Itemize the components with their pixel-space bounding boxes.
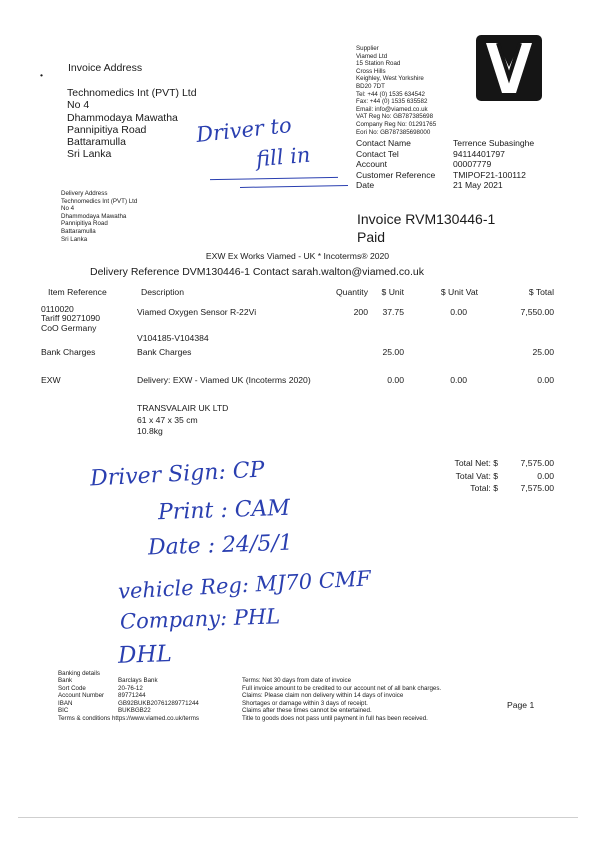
table-row-total: 7,550.00	[520, 307, 554, 317]
invoice-address-line: Pannipitiya Road	[67, 123, 147, 136]
supplier-line: Keighley, West Yorkshire	[356, 75, 424, 83]
totals-label: Total: $	[470, 483, 498, 493]
terms-line: Full invoice amount to be credited to our account net of all bank charges.	[242, 684, 442, 692]
table-row-description: Bank Charges	[137, 347, 192, 357]
handwritten-dhl: DHL	[117, 641, 173, 669]
col-header-item-reference: Item Reference	[48, 287, 107, 297]
table-row-ref: EXW	[41, 375, 61, 385]
totals-value: 7,575.00	[520, 483, 554, 493]
totals-value: 7,575.00	[520, 458, 554, 468]
table-row-unit: 25.00	[382, 347, 404, 357]
totals-row	[420, 482, 554, 495]
scan-edge-divider	[18, 817, 578, 818]
supplier-line: Eori No: GB787385698000	[356, 128, 431, 136]
handwritten-driver-note: fill in	[255, 142, 312, 172]
terms-line: Claims after these times cannot be entertained.	[242, 707, 372, 715]
col-header-description: Description	[141, 287, 184, 297]
banking-values	[118, 677, 199, 715]
delivery-address-line: Technomedics Int (PVT) Ltd	[61, 197, 138, 205]
table-row-unit-vat: 0.00	[450, 375, 467, 385]
table-row-unit-vat: 0.00	[450, 307, 467, 317]
supplier-block	[356, 45, 436, 136]
bullet-mark: •	[40, 70, 44, 80]
handwritten-vehicle-reg: vehicle Reg: MJ70 CMF	[117, 566, 372, 604]
supplier-line: Tel: +44 (0) 1535 634542	[356, 90, 425, 98]
contact-block	[356, 138, 546, 191]
supplier-line: VAT Reg No: GB787385698	[356, 113, 434, 121]
invoice-address-line: Technomedics Int (PVT) Ltd	[67, 87, 197, 99]
viamed-logo-mark-icon	[476, 35, 542, 101]
terms-line: Claims: Please claim non delivery within 14 days of invoice	[242, 692, 404, 700]
supplier-line: 15 Station Road	[356, 60, 401, 68]
banking-value: Barclays Bank	[118, 677, 158, 684]
handwritten-underline	[240, 185, 348, 188]
viamed-logo	[476, 35, 542, 101]
delivery-address-line: Battaramulla	[61, 227, 96, 235]
terms-line: Terms: Net 30 days from date of invoice	[242, 677, 352, 684]
contact-row	[356, 170, 546, 181]
supplier-line: Fax: +44 (0) 1535 635582	[356, 98, 428, 106]
table-row-description: Viamed Oxygen Sensor R-22Vi	[137, 307, 257, 317]
table-row-description: Delivery: EXW - Viamed UK (Incoterms 2020)	[137, 375, 311, 385]
totals-row	[420, 470, 554, 483]
delivery-address-line: Pannipitiya Road	[61, 220, 108, 228]
totals-block	[420, 457, 554, 495]
handwritten-driver-note: Driver to	[195, 113, 293, 147]
handwritten-company: Company: PHL	[119, 604, 281, 634]
contact-label: Account	[356, 159, 388, 170]
banking-value: GB92BUKB20761289771244	[118, 699, 199, 707]
item-origin: CoO Germany	[41, 322, 97, 333]
terms-line: Title to goods does not pass until payment in full has been received.	[242, 714, 428, 722]
delivery-address-line: Delivery Address	[61, 190, 108, 197]
supplier-line: Viamed Ltd	[356, 52, 388, 60]
table-row-unit: 0.00	[387, 375, 404, 385]
item-tariff: Tariff 90271090	[41, 313, 101, 324]
contact-value: TMIPOF21-100112	[453, 169, 526, 180]
contact-value: Terrence Subasinghe	[453, 138, 535, 148]
banking-label: Account Number	[58, 692, 105, 700]
delivery-reference: Delivery Reference DVM130446-1 Contact sarah.walton@viamed.co.uk	[90, 266, 424, 278]
banking-value: 20-76-12	[118, 684, 143, 692]
contact-value: 94114401797	[453, 148, 505, 159]
supplier-line: BD20 7DT	[356, 82, 385, 90]
item-serial-range: V104185-V104384	[137, 333, 209, 343]
col-header-quantity: Quantity	[335, 287, 368, 297]
contact-row	[356, 180, 546, 191]
handwritten-driver-sign: Driver Sign: CP	[89, 457, 266, 492]
banking-heading: Banking details	[58, 670, 100, 677]
supplier-line: Supplier	[356, 45, 379, 52]
col-header-unit: $ Unit	[381, 287, 404, 297]
totals-value: 0.00	[537, 470, 554, 481]
banking-label: Terms & conditions https://www.viamed.co.uk/terms	[58, 714, 199, 722]
invoice-address-line: Battaramulla	[67, 136, 126, 149]
invoice-address-heading: Invoice Address	[68, 62, 143, 74]
contact-label: Contact Name	[356, 138, 411, 148]
col-header-unit-vat: $ Unit Vat	[440, 287, 478, 297]
supplier-line: Cross Hills	[356, 67, 386, 75]
contact-label: Customer Reference	[356, 169, 436, 180]
table-row-total: 0.00	[537, 375, 554, 385]
table-row-unit: 37.75	[382, 307, 404, 317]
contact-row	[356, 138, 546, 149]
banking-label: Sort Code	[58, 684, 86, 692]
contact-row	[356, 159, 546, 170]
table-row-ref: Bank Charges	[41, 347, 96, 357]
contact-row	[356, 149, 546, 160]
terms-block	[242, 677, 441, 723]
incoterms-line: EXW Ex Works Viamed - UK * Incoterms® 2020	[205, 251, 390, 261]
contact-label: Contact Tel	[356, 148, 399, 159]
totals-label: Total Net: $	[454, 458, 498, 468]
delivery-address-line: Sri Lanka	[61, 235, 88, 243]
invoice-address-line: Sri Lanka	[67, 148, 112, 161]
contact-label: Date	[356, 180, 375, 191]
delivery-address-line: No 4	[61, 205, 75, 213]
banking-value: BUKBGB22	[118, 707, 151, 715]
delivery-address-block	[61, 190, 137, 243]
col-header-total: $ Total	[528, 287, 554, 297]
shipping-details	[137, 403, 228, 438]
item-reference: 0110020	[41, 304, 74, 314]
banking-label: IBAN	[58, 699, 73, 707]
banking-label: Bank	[58, 677, 73, 684]
page-number: Page 1	[507, 700, 535, 710]
invoice-title: Invoice RVM130446-1	[357, 211, 496, 227]
contact-value: 21 May 2021	[453, 180, 503, 191]
contact-value: 00007779	[453, 159, 492, 170]
table-row-ref-cell	[41, 305, 100, 333]
invoice-status: Paid	[357, 229, 386, 245]
terms-line: Shortages or damage within 3 days of receipt.	[242, 699, 368, 707]
table-row-quantity: 200	[353, 307, 368, 317]
invoice-address-line: No 4	[67, 99, 90, 112]
invoice-address-line: Dhammodaya Mawatha	[67, 111, 178, 124]
banking-value: 89771244	[118, 692, 146, 700]
banking-label: BIC	[58, 707, 69, 715]
totals-row	[420, 457, 554, 470]
invoice-address-block	[67, 87, 197, 161]
handwritten-underline	[210, 177, 338, 180]
table-row-total: 25.00	[532, 347, 554, 357]
shipping-weight: 10.8kg	[137, 426, 163, 436]
shipping-carrier: TRANSVALAIR UK LTD	[137, 403, 229, 413]
delivery-address-line: Dhammodaya Mawatha	[61, 212, 127, 220]
totals-label: Total Vat: $	[455, 470, 498, 481]
handwritten-print-name: Print : CAM	[157, 495, 291, 526]
supplier-line: Company Reg No: 01291765	[356, 120, 437, 128]
shipping-dimensions: 61 x 47 x 35 cm	[137, 414, 198, 425]
handwritten-date: Date : 24/5/1	[147, 530, 294, 561]
supplier-line: Email: info@viamed.co.uk	[356, 105, 428, 113]
